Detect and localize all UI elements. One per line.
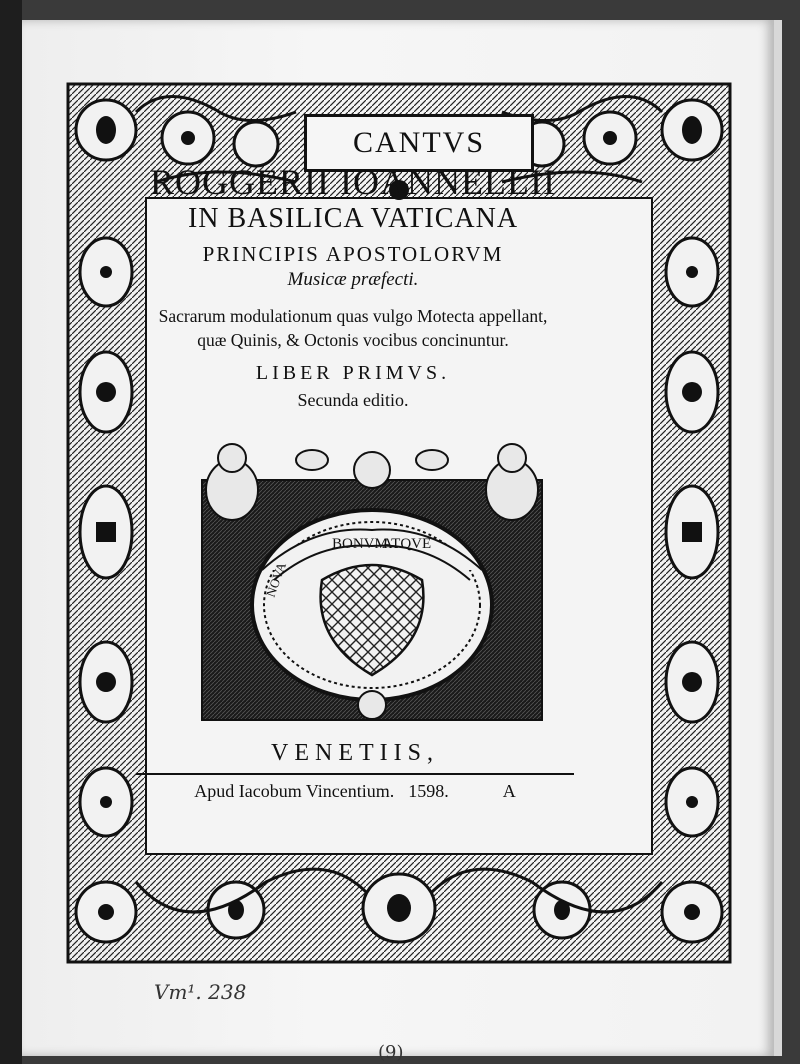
imprint-city: VENETIIS, [271,740,439,766]
position-line-2: PRINCIPIS APOSTOLORVM [202,242,504,266]
description-line-2: quæ Quinis, & Octonis vocibus concinuntur. [197,330,509,350]
book-title: LIBER PRIMVS. [255,362,451,384]
signature-mark: A [502,781,516,801]
motto-left: BONVM [332,536,388,552]
folio-number: (9) [378,1042,404,1063]
edition-line: Secunda editio. [297,390,409,410]
publication-year: 1598. [408,781,449,801]
printer-device-emblem [182,430,562,734]
voice-part-title: CANTVS [352,126,485,159]
publisher-name: Apud Iacobum Vincentium. [194,781,395,801]
shelfmark-handwritten: Vm¹. 238 [154,980,247,1004]
pinecone-emblem-svg [182,430,562,730]
position-line: IN BASILICA VATICANA [187,203,519,234]
description-line-1: Sacrarum modulationum quas vulgo Motecta appellant, [158,306,548,326]
author-name: ROGGERII IOANNELLII [150,162,556,202]
left-dark-edge [0,0,22,1064]
imprint-block [122,740,588,802]
publisher-line [122,781,588,802]
motto-side: NOVA [262,560,290,600]
title-text-block [118,156,588,412]
motto-right: ATQVE [382,536,432,552]
imprint-rule [136,773,574,775]
title-page [22,20,774,1063]
role-line: Musicæ præfecti. [287,269,419,290]
